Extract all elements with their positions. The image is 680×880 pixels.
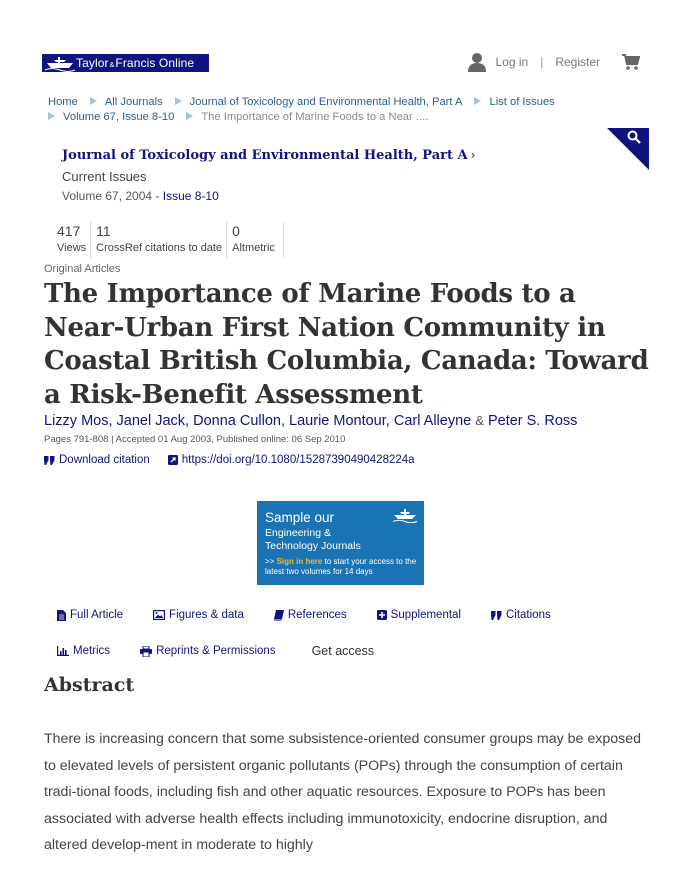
quote-icon xyxy=(44,456,55,465)
author-list: Lizzy Mos, Janel Jack, Donna Cullon, Laurie Montour, Carl Alleyne & Peter S. Ross xyxy=(44,413,578,429)
breadcrumb-arrow-icon xyxy=(90,97,97,105)
breadcrumb-arrow-icon xyxy=(175,97,182,105)
metric-altmetric: 0 Altmetric xyxy=(230,222,284,258)
pages-line: Pages 791-808 | Accepted 01 Aug 2003, Published online: 06 Sep 2010 xyxy=(44,434,346,445)
user-icon xyxy=(468,52,486,72)
ship-logo-icon xyxy=(42,54,76,72)
breadcrumb-all-journals[interactable]: All Journals xyxy=(104,96,163,108)
breadcrumb-current: The Importance of Marine Foods to a Near .... xyxy=(201,111,429,123)
breadcrumb-home[interactable]: Home xyxy=(48,96,78,108)
logo-text: Taylor&Francis Online xyxy=(76,56,195,70)
journal-title-link[interactable]: Journal of Toxicology and Environmental Health, Part A › xyxy=(62,148,476,163)
author-link[interactable]: Lizzy Mos xyxy=(44,413,109,429)
document-icon xyxy=(57,610,66,621)
author-link[interactable]: Carl Alleyne xyxy=(393,413,472,429)
abstract-heading: Abstract xyxy=(44,674,135,696)
current-issues-label: Current Issues xyxy=(62,169,147,184)
printer-icon xyxy=(140,646,152,657)
login-link[interactable]: Log in xyxy=(495,55,529,69)
tab-figures[interactable]: Figures & data xyxy=(153,609,244,621)
article-type: Original Articles xyxy=(44,263,121,275)
bar-chart-icon xyxy=(57,646,69,656)
author-link[interactable]: Laurie Montour xyxy=(289,413,386,429)
article-tabs xyxy=(57,597,647,669)
cart-icon[interactable] xyxy=(622,54,640,70)
download-citation-link[interactable]: Download citation xyxy=(44,454,150,466)
tab-reprints[interactable]: Reprints & Permissions xyxy=(140,645,276,657)
metric-views: 417 Views xyxy=(55,222,91,258)
account-bar xyxy=(468,52,640,72)
article-metrics xyxy=(55,222,287,258)
sample-journals-ad[interactable] xyxy=(257,501,424,585)
ad-headline: Sample our xyxy=(265,510,335,525)
tab-citations[interactable]: Citations xyxy=(491,609,551,621)
author-and: & xyxy=(475,413,484,428)
breadcrumb xyxy=(48,95,608,125)
breadcrumb-journal[interactable]: Journal of Toxicology and Environmental Health, Part A xyxy=(189,96,463,108)
search-icon[interactable] xyxy=(627,130,641,144)
chevron-right-icon: › xyxy=(470,148,476,162)
get-access-button[interactable]: Get access xyxy=(311,644,375,658)
tab-metrics[interactable]: Metrics xyxy=(57,645,110,657)
site-logo[interactable] xyxy=(42,54,209,72)
author-link[interactable]: Donna Cullon xyxy=(193,413,281,429)
ad-signin-text: >> Sign in here to start your access to the latest two volumes for 14 days xyxy=(265,557,417,576)
doi-link[interactable]: https://doi.org/10.1080/15287390490428224a xyxy=(168,454,415,466)
register-link[interactable]: Register xyxy=(555,55,600,69)
author-link[interactable]: Janel Jack xyxy=(116,413,186,429)
tab-full-article[interactable]: Full Article xyxy=(57,609,123,621)
tab-references[interactable]: References xyxy=(274,609,347,621)
ad-subheadline: Engineering & Technology Journals xyxy=(265,527,361,552)
volume-line: Volume 67, 2004 - Issue 8-10 xyxy=(62,189,219,203)
breadcrumb-arrow-icon xyxy=(186,112,193,120)
separator: | xyxy=(540,55,544,69)
article-title: The Importance of Marine Foods to a Near-Urban First Nation Community in Coastal British Columbia, Canada: Toward a Risk-Benefit Assessment xyxy=(44,279,649,410)
book-icon xyxy=(274,610,284,621)
breadcrumb-arrow-icon xyxy=(48,112,55,120)
abstract-text: There is increasing concern that some subsistence-oriented consumer groups may be exposed to elevated levels of persistent organic pollutants (POPs) through the consumption of certain tradi-tional foods, including fish and other aquatic resources. Exposure to POPs has been associated with adverse health effects including immunotoxicity, endocrine disruption, and altered develop-ment in moderate to highly xyxy=(44,731,641,853)
citation-links xyxy=(44,454,433,466)
journal-info xyxy=(62,148,475,203)
ship-icon xyxy=(392,507,418,523)
ad-signin-link[interactable]: Sign in here xyxy=(276,557,323,566)
tab-supplemental[interactable]: Supplemental xyxy=(377,609,461,621)
author-link[interactable]: Peter S. Ross xyxy=(487,413,578,429)
breadcrumb-arrow-icon xyxy=(474,97,481,105)
external-link-icon xyxy=(168,455,178,465)
image-icon xyxy=(153,610,165,620)
quote-icon xyxy=(491,611,502,620)
breadcrumb-volume[interactable]: Volume 67, Issue 8-10 xyxy=(63,111,175,123)
metric-crossref: 11 CrossRef citations to date xyxy=(94,222,227,258)
breadcrumb-list-of-issues[interactable]: List of Issues xyxy=(489,96,555,108)
plus-square-icon xyxy=(377,610,387,620)
issue-link[interactable]: Issue 8-10 xyxy=(162,189,219,203)
